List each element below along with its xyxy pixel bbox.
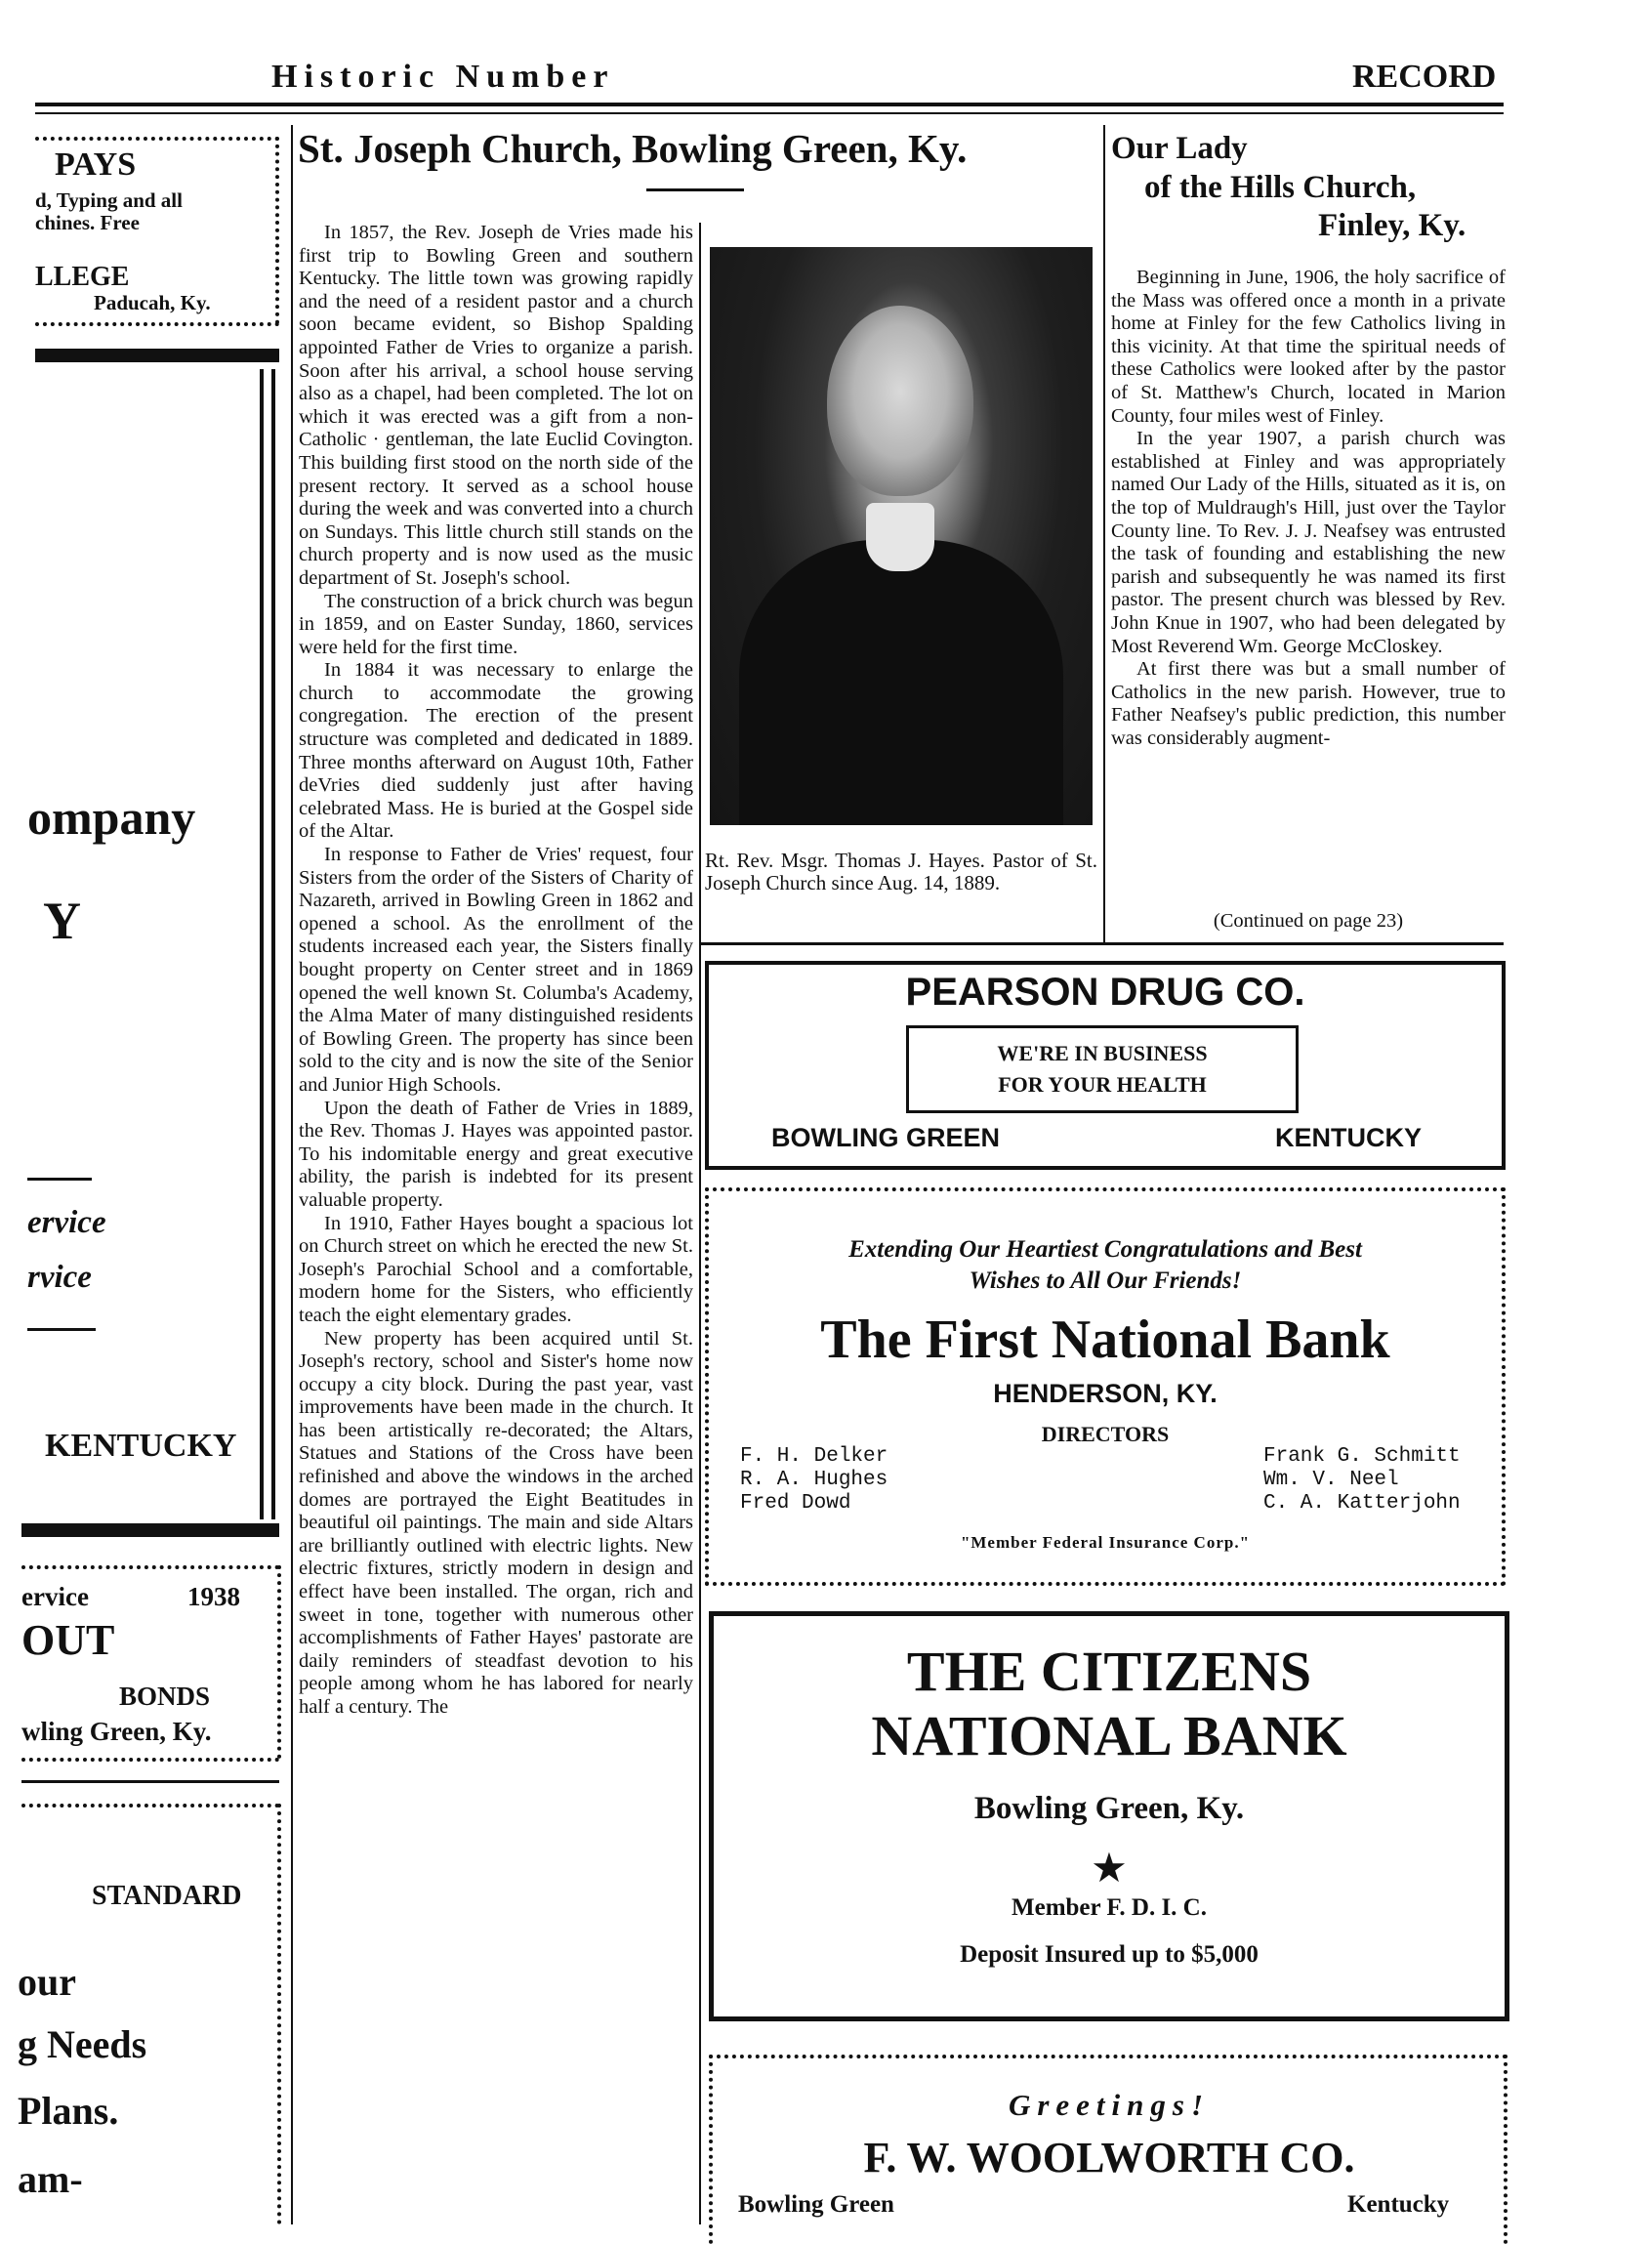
left-ad-rule bbox=[27, 1328, 96, 1331]
title-rule bbox=[646, 188, 744, 191]
left-ad-rule bbox=[27, 1178, 92, 1181]
left-ad-border bbox=[35, 137, 279, 141]
pearson-slogan: FOR YOUR HEALTH bbox=[998, 1072, 1207, 1097]
left-ad-text: chines. Free bbox=[35, 211, 140, 234]
left-ad-text: BONDS bbox=[119, 1682, 211, 1711]
left-ad-rule bbox=[35, 349, 279, 362]
woolworth-name: F. W. WOOLWORTH CO. bbox=[863, 2134, 1355, 2182]
left-ad-border bbox=[35, 322, 279, 326]
article-paragraph: The construction of a brick church was begun in 1859, and on Easter Sunday, 1860, services were held for the first time. bbox=[299, 590, 693, 658]
pearson-city: BOWLING GREEN bbox=[771, 1123, 1000, 1152]
woolworth-city: Bowling Green bbox=[738, 2191, 894, 2218]
citizens-name: NATIONAL BANK bbox=[871, 1704, 1347, 1767]
section-rule bbox=[701, 942, 1504, 945]
director-name: Fred Dowd bbox=[740, 1492, 851, 1515]
article-title: St. Joseph Church, Bowling Green, Ky. bbox=[298, 126, 968, 171]
left-ad-text: Paducah, Ky. bbox=[94, 291, 211, 314]
left-ad-text: ervice bbox=[21, 1582, 89, 1611]
left-ad-text: OUT bbox=[21, 1616, 115, 1664]
left-ad-text: KENTUCKY bbox=[45, 1428, 237, 1464]
right-article-title: of the Hills Church, bbox=[1144, 170, 1417, 205]
left-ad-rule bbox=[271, 369, 275, 1519]
article-paragraph: In response to Father de Vries' request, four Sisters from the order of the Sisters of Charity of Nazareth, arrived in Bowling Green in 1862 and opened a school. As the enrollment of the students increased each year, the Sisters finally bought property on Center street and in 1869 opened the well known St. Columba's Academy, the Alma Mater of many distinguished residents of Bowling Green. The property has since been sold to the city and is now the site of the Senior and Junior High Schools. bbox=[299, 844, 693, 1096]
left-ad-text: wling Green, Ky. bbox=[21, 1717, 212, 1746]
left-ad-text: g Needs bbox=[18, 2022, 147, 2066]
left-ad-text: d, Typing and all bbox=[35, 188, 183, 212]
first-national-city: HENDERSON, KY. bbox=[993, 1379, 1218, 1408]
directors-label: DIRECTORS bbox=[1041, 1422, 1170, 1446]
left-ad-rule bbox=[21, 1523, 279, 1537]
left-ad-text: LLEGE bbox=[35, 262, 130, 292]
woolworth-greeting: Greetings! bbox=[1008, 2088, 1211, 2122]
left-ad-border bbox=[277, 1804, 281, 2224]
article-paragraph: New property has been acquired until St. Joseph's rectory, school and Sister's home now occupy a city block. During the past year, vast improvements have been made in the church. It has been artistically re-decorated; the Altars, Statues and Stations of the Cross have been refinished and above the windows in the arched domes are portrayed the Eight Beatitudes in beautiful oil paintings. The main and side Altars are brilliantly outlined with electric lights. New electric fixtures, strictly modern in design and effect have been installed. The organ, rich and sweet in tone, together with numerous other accomplishments of Father Hayes' pastorate are daily reminders of steadfast devotion to his people among whom he has labored for nearly half a century. The bbox=[299, 1327, 693, 1718]
woolworth-state: Kentucky bbox=[1347, 2191, 1450, 2218]
left-ad-rule bbox=[260, 369, 264, 1519]
photo-coat bbox=[739, 540, 1063, 825]
director-name: Wm. V. Neel bbox=[1263, 1469, 1399, 1491]
first-national-greeting: Extending Our Heartiest Congratulations and Best bbox=[848, 1236, 1362, 1263]
first-national-greeting: Wishes to All Our Friends! bbox=[969, 1267, 1242, 1294]
first-national-name: The First National Bank bbox=[820, 1309, 1390, 1370]
director-name: Frank G. Schmitt bbox=[1263, 1445, 1461, 1468]
article-paragraph: In 1857, the Rev. Joseph de Vries made his first trip to Bowling Green and southern Kentucky. The little town was growing rapidly and the need of a resident pastor and a church soon became evident, so Bishop Spalding appointed Father de Vries to organize a parish. Soon after his arrival, a school house serving also as a chapel, had been completed. The lot on which it was erected was a gift from a non-Catholic · gentleman, the late Euclid Covington. This building first stood on the north side of the present rectory. It served as a school house during the week and was converted into a church on Sundays. This little church still stands on the church property and is now used as the music department of St. Joseph's school. bbox=[299, 222, 693, 589]
left-ad-rule bbox=[21, 1780, 279, 1783]
article-paragraph: In 1884 it was necessary to enlarge the church to accommodate the growing congregation. The erection of the present structure was completed and dedicated in 1889. Three months afterward on August 10th, Father deVries died suddenly just after having celebrated Mass. He is buried at the Gospel side of the Altar. bbox=[299, 659, 693, 843]
masthead-rule-top bbox=[35, 103, 1504, 106]
column-rule bbox=[1103, 125, 1105, 945]
continued-note: (Continued on page 23) bbox=[1213, 910, 1404, 932]
pearson-state: KENTUCKY bbox=[1275, 1123, 1423, 1152]
masthead-rule-bottom bbox=[35, 112, 1504, 114]
left-ad-text: our bbox=[18, 1960, 76, 2004]
portrait-photo bbox=[710, 247, 1093, 825]
first-national-member: "Member Federal Insurance Corp." bbox=[960, 1533, 1251, 1552]
masthead-section-title: Historic Number bbox=[271, 59, 615, 95]
left-ad-border bbox=[277, 1565, 281, 1759]
column-rule bbox=[699, 223, 701, 2224]
masthead-publication-name: RECORD bbox=[1352, 59, 1497, 95]
citizens-city: Bowling Green, Ky. bbox=[973, 1791, 1245, 1826]
article-paragraph: In 1910, Father Hayes bought a spacious lot on Church street on which he erected the new St. Joseph's Parochial School and a comfortable, modern home for the Sisters, who efficiently teach the eight elementary grades. bbox=[299, 1212, 693, 1326]
citizens-deposit: Deposit Insured up to $5,000 bbox=[960, 1941, 1259, 1968]
left-ad-text: Y bbox=[43, 892, 81, 950]
pearson-slogan: WE'RE IN BUSINESS bbox=[997, 1041, 1208, 1065]
citizens-member: Member F. D. I. C. bbox=[1012, 1894, 1207, 1921]
photo-collar bbox=[866, 503, 934, 571]
photo-caption: Rt. Rev. Msgr. Thomas J. Hayes. Pastor of St. Joseph Church since Aug. 14, 1889. bbox=[705, 849, 1097, 894]
pearson-slogan-box bbox=[906, 1025, 1299, 1113]
left-ad-border bbox=[275, 137, 279, 324]
right-article-title: Finley, Ky. bbox=[1318, 208, 1466, 243]
left-ad-title: PAYS bbox=[55, 146, 137, 183]
article-paragraph: In the year 1907, a parish church was established at Finley and was appropriately named Our Lady of the Hills, situated as it is, on the top of Muldraugh's Hill, just over the Taylor County line. To Rev. J. J. Neafsey was entrusted the task of founding and establishing the new parish and subsequently he was named its first pastor. The present church was blessed by Rev. John Knue in 1907, who had been delegated by Most Reverend Wm. George McCloskey. bbox=[1111, 428, 1506, 657]
article-paragraph: Upon the death of Father de Vries in 1889, the Rev. Thomas J. Hayes was appointed pastor. To his indomitable energy and great executive ability, the parish is indebted for its present valuable property. bbox=[299, 1097, 693, 1211]
left-ad-border bbox=[21, 1758, 279, 1762]
article-body bbox=[299, 222, 693, 2224]
left-ad-text: am- bbox=[18, 2157, 83, 2201]
right-article-title: Our Lady bbox=[1111, 131, 1248, 166]
left-ad-text: Plans. bbox=[18, 2089, 119, 2133]
photo-head bbox=[827, 306, 973, 496]
left-ad-text: ervice bbox=[27, 1205, 106, 1240]
column-rule bbox=[291, 125, 293, 2224]
director-name: C. A. Katterjohn bbox=[1263, 1492, 1461, 1515]
left-ad-border bbox=[21, 1565, 279, 1569]
left-ad-text: STANDARD bbox=[92, 1881, 242, 1911]
star-icon: ★ bbox=[1091, 1847, 1128, 1891]
article-paragraph: Beginning in June, 1906, the holy sacrifice of the Mass was offered once a month in a private home at Finley for the few Catholics living in this vicinity. At that time the spiritual needs of these Catholics were looked after by the pastor of St. Matthew's Church, located in Marion County, four miles west of Finley. bbox=[1111, 267, 1506, 427]
left-ad-company: ompany bbox=[27, 790, 196, 845]
left-ad-border bbox=[21, 1804, 279, 1808]
article-paragraph: At first there was but a small number of Catholics in the new parish. However, true to Father Neafsey's public prediction, this number was considerably augment- bbox=[1111, 658, 1506, 749]
director-name: F. H. Delker bbox=[740, 1445, 888, 1468]
left-ad-text: rvice bbox=[27, 1260, 92, 1295]
director-name: R. A. Hughes bbox=[740, 1469, 888, 1491]
right-article-body bbox=[1111, 267, 1506, 909]
pearson-name: PEARSON DRUG CO. bbox=[905, 971, 1305, 1014]
left-ad-year: 1938 bbox=[187, 1582, 240, 1611]
citizens-name: THE CITIZENS bbox=[906, 1640, 1312, 1703]
